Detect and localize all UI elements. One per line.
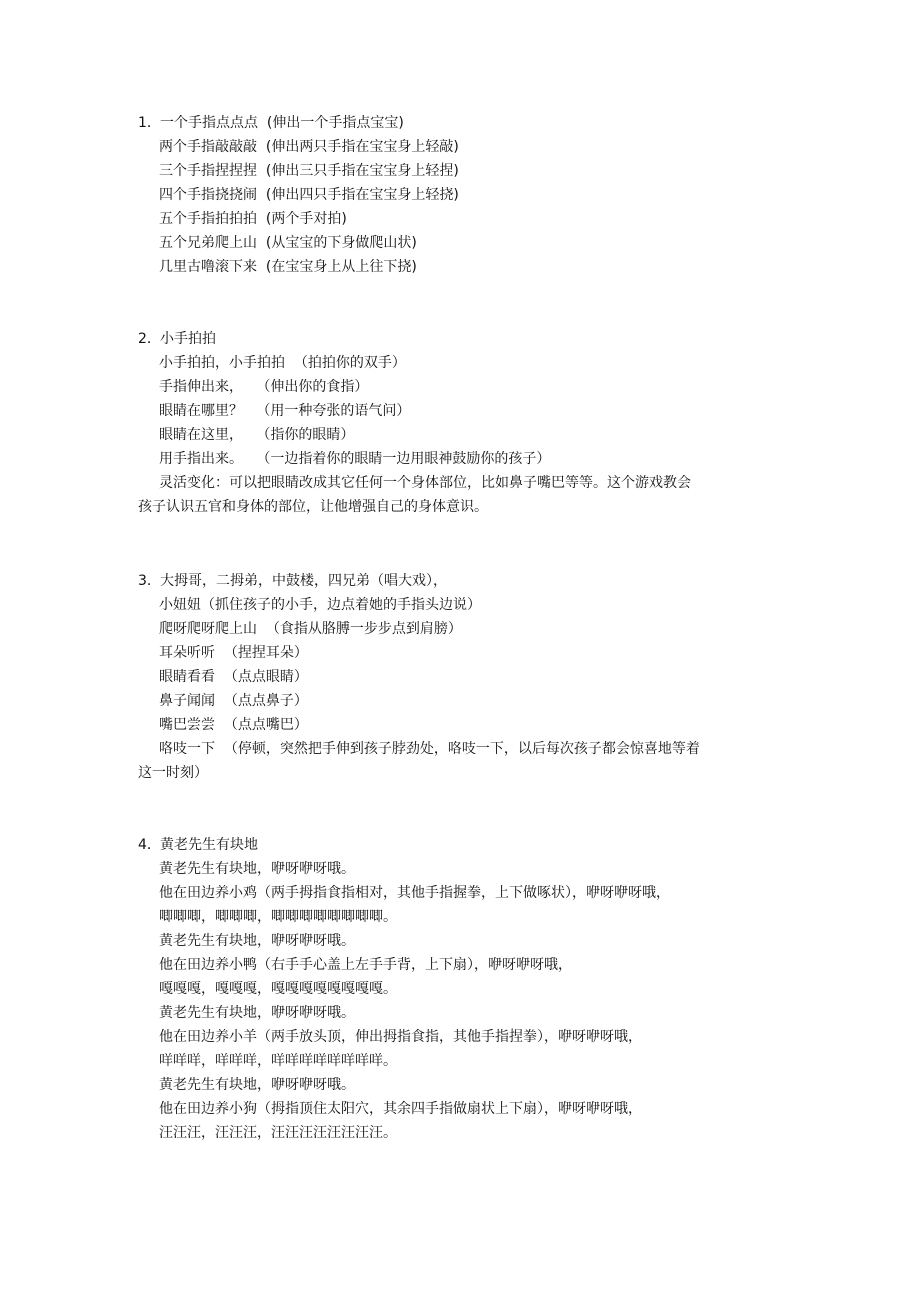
- rhyme-1-line-2: 两个手指敲敲敲 (伸出两只手指在宝宝身上轻敲): [159, 139, 459, 155]
- rhyme-4-line-12: 汪汪汪，汪汪汪，汪汪汪汪汪汪汪汪。: [159, 1125, 397, 1141]
- rhyme-4-line-1: 黄老先生有块地，咿呀咿呀哦。: [159, 861, 355, 877]
- rhyme-4-line-3: 唧唧唧，唧唧唧，唧唧唧唧唧唧唧唧。: [159, 909, 397, 925]
- rhyme-3-line-6: 鼻子闻闻 （点点鼻子）: [159, 693, 308, 709]
- rhyme-3-line-4: 耳朵听听 （捏捏耳朵）: [159, 645, 308, 661]
- rhyme-4-title: [138, 833, 788, 857]
- rhyme-2-line-1: 小手拍拍，小手拍拍 （拍拍你的双手）: [159, 355, 406, 371]
- rhyme-1-line-6: 五个兄弟爬上山 (从宝宝的下身做爬山状): [159, 235, 417, 251]
- rhyme-4-line-9: 咩咩咩，咩咩咩，咩咩咩咩咩咩咩咩。: [159, 1053, 397, 1069]
- rhyme-3-line-3: 爬呀爬呀爬上山 （食指从胳膊一步步点到肩膀）: [159, 621, 462, 637]
- rhyme-1-text-1: 一个手指点点点 (伸出一个手指点宝宝): [160, 115, 404, 131]
- rhyme-1-line-5: 五个手指拍拍拍 (两个手对拍): [159, 211, 347, 227]
- rhyme-2-line-3: 眼睛在哪里？ （用一种夸张的语气问）: [159, 403, 411, 419]
- rhyme-1-line-1: [138, 111, 788, 135]
- rhyme-4-line-10: 黄老先生有块地，咿呀咿呀哦。: [159, 1077, 355, 1093]
- rhyme-3-text-1: 大拇哥，二拇弟，中鼓楼，四兄弟（唱大戏），: [160, 573, 447, 589]
- section-2-number: 2．: [138, 331, 161, 347]
- rhyme-4-line-2: 他在田边养小鸡（两手拇指食指相对，其他手指握拳，上下做啄状），咿呀咿呀哦，: [159, 885, 670, 901]
- rhyme-1-line-7: 几里古噜滚下来 (在宝宝身上从上往下挠): [159, 259, 417, 275]
- rhyme-4-line-8: 他在田边养小羊（两手放头顶，伸出拇指食指，其他手指捏拳），咿呀咿呀哦，: [159, 1029, 642, 1045]
- rhyme-section-2: [138, 327, 788, 519]
- rhyme-3-line-8: 咯吱一下 （停顿，突然把手伸到孩子脖劲处，咯吱一下，以后每次孩子都会惊喜地等着: [159, 741, 700, 757]
- rhyme-section-4: [138, 833, 788, 1145]
- rhyme-2-line-4: 眼睛在这里， （指你的眼睛）: [159, 427, 355, 443]
- section-1-number: 1．: [138, 115, 161, 131]
- rhyme-4-line-6: 嘎嘎嘎，嘎嘎嘎，嘎嘎嘎嘎嘎嘎嘎嘎。: [159, 981, 397, 997]
- section-4-number: 4．: [138, 837, 161, 853]
- rhyme-4-title-text: 黄老先生有块地: [160, 837, 258, 853]
- rhyme-3-line-1: [138, 569, 788, 593]
- rhyme-section-1: [138, 111, 788, 279]
- rhyme-4-line-4: 黄老先生有块地，咿呀咿呀哦。: [159, 933, 355, 949]
- rhyme-section-3: [138, 569, 788, 785]
- rhyme-2-title: [138, 327, 788, 351]
- section-3-number: 3．: [138, 573, 161, 589]
- rhyme-3-line-7: 嘴巴尝尝 （点点嘴巴）: [159, 717, 308, 733]
- rhyme-3-line-2: 小妞妞（抓住孩子的小手，边点着她的手指头边说）: [159, 597, 481, 613]
- rhyme-4-line-7: 黄老先生有块地，咿呀咿呀哦。: [159, 1005, 355, 1021]
- rhyme-1-line-4: 四个手指挠挠闹 (伸出四只手指在宝宝身上轻挠): [159, 187, 459, 203]
- rhyme-2-note-line-1: 灵活变化：可以把眼睛改成其它任何一个身体部位，比如鼻子嘴巴等等。这个游戏教会: [159, 475, 691, 491]
- rhyme-3-line-5: 眼睛看看 （点点眼睛）: [159, 669, 308, 685]
- rhyme-2-title-text: 小手拍拍: [160, 331, 216, 347]
- rhyme-1-line-3: 三个手指捏捏捏 (伸出三只手指在宝宝身上轻捏): [159, 163, 459, 179]
- rhyme-3-line-9: 这一时刻）: [138, 765, 208, 781]
- rhyme-4-line-11: 他在田边养小狗（拇指顶住太阳穴，其余四手指做扇状上下扇），咿呀咿呀哦，: [159, 1101, 642, 1117]
- rhyme-2-note-line-2: 孩子认识五官和身体的部位，让他增强自己的身体意识。: [138, 499, 488, 515]
- rhyme-2-line-5: 用手指出来。 （一边指着你的眼睛一边用眼神鼓励你的孩子）: [159, 451, 551, 467]
- rhyme-2-line-2: 手指伸出来， （伸出你的食指）: [159, 379, 369, 395]
- rhyme-4-line-5: 他在田边养小鸭（右手手心盖上左手手背，上下扇），咿呀咿呀哦，: [159, 957, 572, 973]
